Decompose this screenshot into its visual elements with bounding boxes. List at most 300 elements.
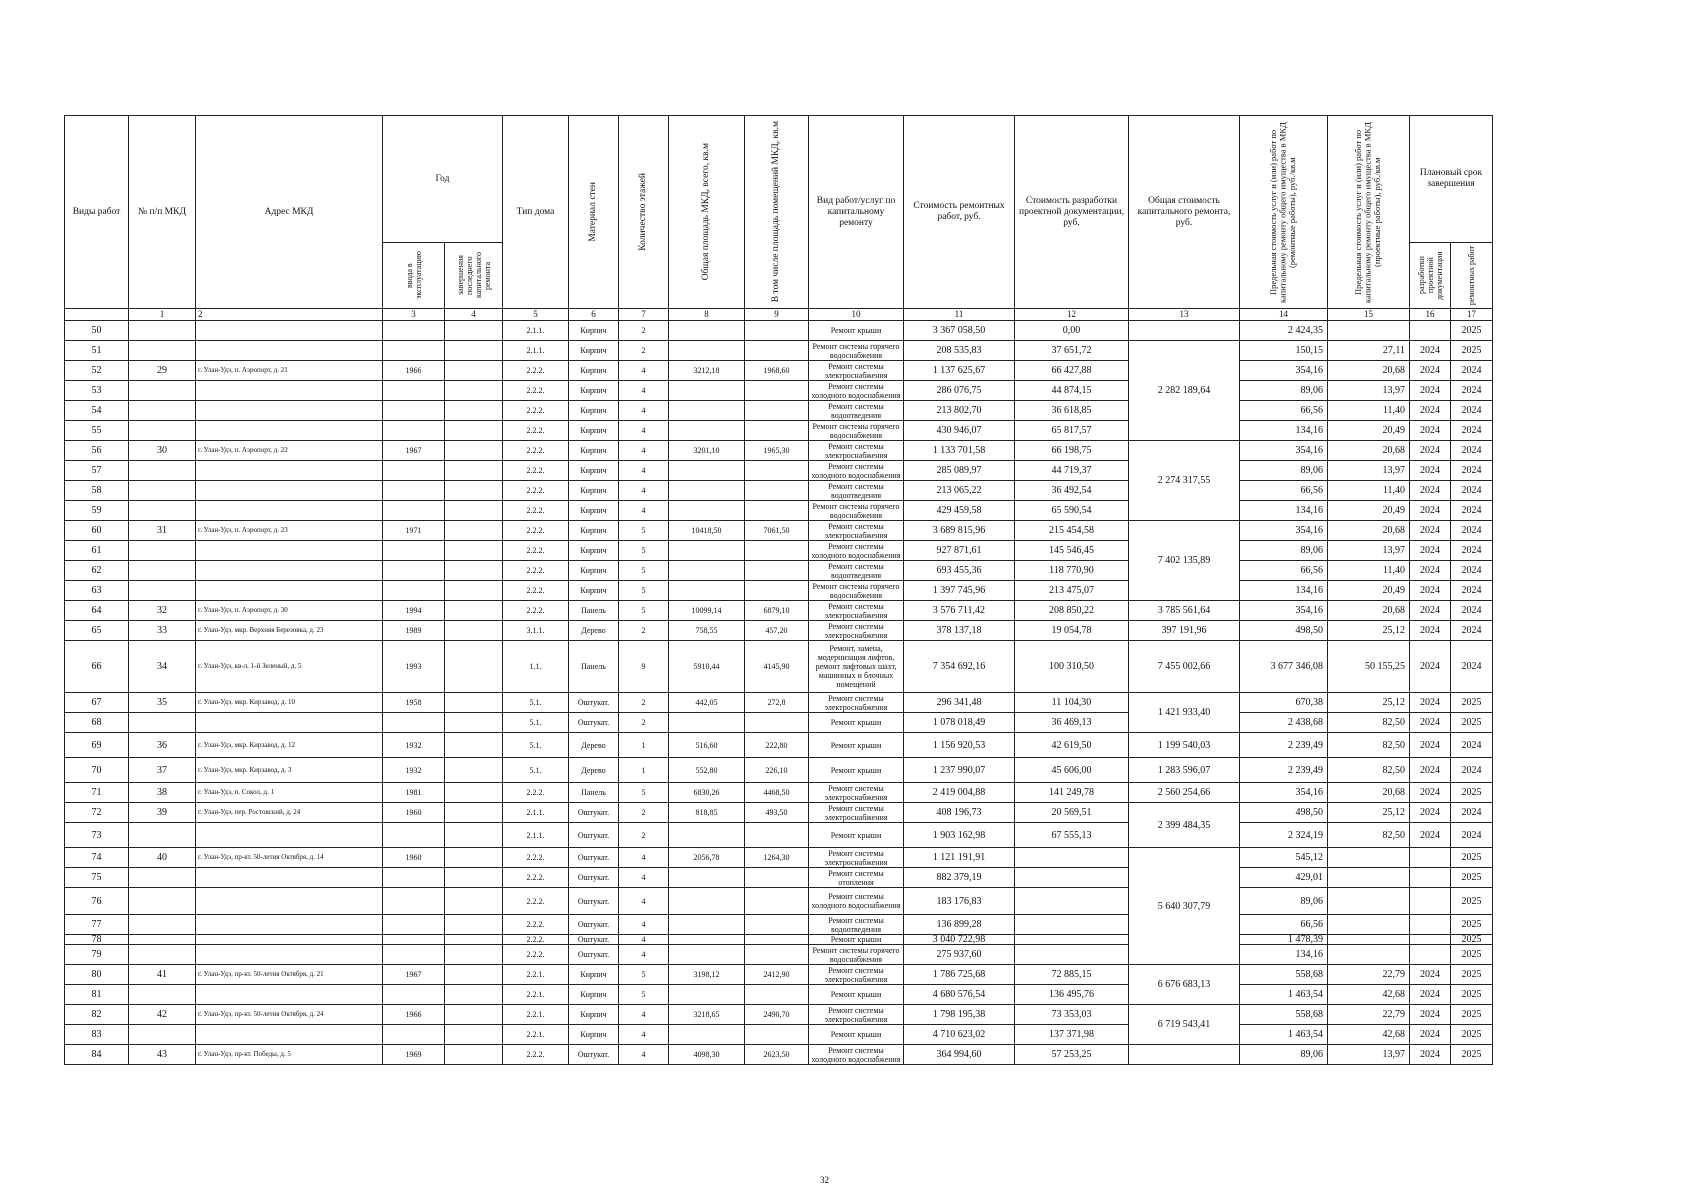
table-row [65,888,1493,915]
cell-limit-repair: 354,16 [1240,441,1328,461]
cell-design-cost: 137 371,98 [1015,1025,1129,1045]
cell-mkd-number [129,985,196,1005]
capital-repair-table [64,115,1493,1065]
cell-house-type: 2.2.2. [503,481,569,501]
cell-row-number: 70 [65,758,129,783]
cell-total-cost: 6 719 543,41 [1129,1005,1240,1045]
cell-limit-design [1328,935,1410,945]
cell-floors: 4 [619,501,669,521]
header-premises-area: В том числе площадь помещений МКД, кв.м [745,116,809,309]
cell-term-repair: 2024 [1451,461,1493,481]
cell-mkd-number [129,945,196,965]
cell-design-cost: 37 651,72 [1015,341,1129,361]
cell-house-type: 2.1.1. [503,803,569,823]
cell-year-last-repair [445,321,503,341]
cell-term-repair: 2025 [1451,935,1493,945]
cell-house-type: 5.1. [503,713,569,733]
cell-total-area [669,401,745,421]
cell-premises-area: 1965,30 [745,441,809,461]
cell-row-number: 50 [65,321,129,341]
table-row [65,848,1493,868]
cell-floors: 4 [619,888,669,915]
cell-address [196,868,383,888]
cell-row-number: 71 [65,783,129,803]
cell-total-area [669,341,745,361]
cell-total-area: 552,80 [669,758,745,783]
cell-wall-material: Кирпич [569,985,619,1005]
cell-limit-design: 13,97 [1328,381,1410,401]
cell-premises-area [745,888,809,915]
cell-limit-repair: 354,16 [1240,361,1328,381]
cell-limit-repair: 498,50 [1240,803,1328,823]
cell-limit-design: 13,97 [1328,461,1410,481]
cell-row-number: 72 [65,803,129,823]
cell-limit-design: 11,40 [1328,401,1410,421]
header-total-area: Общая площадь МКД, всего, кв.м [669,116,745,309]
cell-floors: 1 [619,733,669,758]
cell-mkd-number [129,1025,196,1045]
cell-house-type: 5.1. [503,693,569,713]
cell-term-design [1410,888,1451,915]
cell-year-last-repair [445,421,503,441]
column-number: 2 [196,309,383,321]
cell-term-repair: 2024 [1451,823,1493,848]
cell-premises-area: 7061,50 [745,521,809,541]
cell-year-commission: 1993 [383,641,445,693]
cell-floors: 5 [619,541,669,561]
cell-total-area [669,481,745,501]
cell-row-number: 59 [65,501,129,521]
cell-total-area [669,461,745,481]
cell-row-number: 64 [65,601,129,621]
cell-work-kind: Ремонт системы электроснабжения [809,693,904,713]
cell-total-cost: 3 785 561,64 [1129,601,1240,621]
table-row [65,758,1493,783]
cell-limit-repair: 66,56 [1240,401,1328,421]
cell-term-design: 2024 [1410,501,1451,521]
cell-floors: 5 [619,601,669,621]
cell-term-repair: 2024 [1451,521,1493,541]
cell-limit-repair: 134,16 [1240,581,1328,601]
cell-wall-material: Дерево [569,733,619,758]
cell-term-design: 2024 [1410,965,1451,985]
cell-term-repair: 2024 [1451,361,1493,381]
cell-repair-cost: 275 937,60 [904,945,1015,965]
header-wall-material: Материал стен [569,116,619,309]
cell-design-cost: 215 454,58 [1015,521,1129,541]
cell-year-last-repair [445,601,503,621]
cell-work-kind: Ремонт системы электроснабжения [809,783,904,803]
cell-design-cost [1015,848,1129,868]
cell-wall-material: Оштукат. [569,848,619,868]
cell-term-repair: 2024 [1451,733,1493,758]
cell-premises-area [745,501,809,521]
cell-address [196,1025,383,1045]
cell-term-repair: 2025 [1451,848,1493,868]
cell-term-design [1410,321,1451,341]
cell-premises-area [745,381,809,401]
cell-address [196,321,383,341]
cell-work-kind: Ремонт крыши [809,733,904,758]
cell-premises-area: 2490,70 [745,1005,809,1025]
cell-premises-area [745,341,809,361]
cell-year-commission [383,945,445,965]
cell-repair-cost: 1 133 701,58 [904,441,1015,461]
cell-limit-design [1328,888,1410,915]
cell-work-kind: Ремонт системы водоотведения [809,915,904,935]
column-number: 4 [445,309,503,321]
cell-design-cost: 66 198,75 [1015,441,1129,461]
header-repair-cost: Стоимость ремонтных работ, руб. [904,116,1015,309]
cell-address [196,541,383,561]
cell-address [196,561,383,581]
cell-limit-repair: 2 239,49 [1240,733,1328,758]
cell-work-kind: Ремонт системы водоотведения [809,401,904,421]
cell-term-design: 2024 [1410,601,1451,621]
cell-total-area: 10418,50 [669,521,745,541]
cell-floors: 4 [619,361,669,381]
cell-total-cost: 7 455 002,66 [1129,641,1240,693]
column-number: 8 [669,309,745,321]
cell-year-commission: 1960 [383,803,445,823]
cell-design-cost: 11 104,30 [1015,693,1129,713]
cell-term-design: 2024 [1410,381,1451,401]
cell-design-cost: 44 874,15 [1015,381,1129,401]
cell-house-type: 2.1.1. [503,341,569,361]
header-work-kind: Вид работ/услуг по капитальному ремонту [809,116,904,309]
cell-premises-area [745,321,809,341]
cell-year-last-repair [445,803,503,823]
cell-term-design: 2024 [1410,823,1451,848]
cell-repair-cost: 1 137 625,67 [904,361,1015,381]
header-work-type: Виды работ [65,116,129,309]
cell-year-commission [383,321,445,341]
cell-design-cost: 36 492,54 [1015,481,1129,501]
cell-term-design: 2024 [1410,713,1451,733]
cell-row-number: 53 [65,381,129,401]
cell-repair-cost: 208 535,83 [904,341,1015,361]
cell-year-last-repair [445,541,503,561]
cell-year-commission [383,915,445,935]
cell-term-repair: 2025 [1451,341,1493,361]
cell-premises-area [745,868,809,888]
table-row [65,693,1493,713]
cell-wall-material: Кирпич [569,381,619,401]
cell-year-commission: 1966 [383,361,445,381]
cell-address [196,461,383,481]
cell-term-repair: 2024 [1451,441,1493,461]
cell-year-last-repair [445,868,503,888]
cell-term-design: 2024 [1410,1005,1451,1025]
cell-design-cost: 57 253,25 [1015,1045,1129,1065]
cell-total-cost: 397 191,96 [1129,621,1240,641]
cell-wall-material: Оштукат. [569,823,619,848]
table-row [65,621,1493,641]
cell-wall-material: Кирпич [569,461,619,481]
cell-work-kind: Ремонт системы холодного водоснабжения [809,1045,904,1065]
cell-design-cost: 44 719,37 [1015,461,1129,481]
cell-limit-repair: 498,50 [1240,621,1328,641]
cell-term-repair: 2025 [1451,985,1493,1005]
table-row [65,823,1493,848]
cell-premises-area [745,823,809,848]
cell-premises-area [745,461,809,481]
cell-wall-material: Панель [569,601,619,621]
table-row [65,521,1493,541]
table-row [65,321,1493,341]
cell-limit-design: 22,79 [1328,1005,1410,1025]
cell-wall-material: Кирпич [569,341,619,361]
column-number: 10 [809,309,904,321]
cell-row-number: 66 [65,641,129,693]
cell-year-commission: 1960 [383,848,445,868]
cell-floors: 4 [619,1025,669,1045]
cell-work-kind: Ремонт системы электроснабжения [809,521,904,541]
cell-limit-design [1328,848,1410,868]
cell-limit-repair: 670,38 [1240,693,1328,713]
cell-mkd-number [129,541,196,561]
cell-total-area [669,581,745,601]
cell-year-last-repair [445,1025,503,1045]
cell-year-last-repair [445,848,503,868]
table-row [65,341,1493,361]
cell-floors: 5 [619,783,669,803]
cell-work-kind: Ремонт системы электроснабжения [809,965,904,985]
cell-wall-material: Оштукат. [569,1045,619,1065]
cell-design-cost: 45 606,00 [1015,758,1129,783]
table-row [65,561,1493,581]
cell-limit-design: 11,40 [1328,481,1410,501]
cell-limit-repair: 1 463,54 [1240,1025,1328,1045]
cell-wall-material: Оштукат. [569,888,619,915]
cell-work-kind: Ремонт системы электроснабжения [809,621,904,641]
cell-floors: 9 [619,641,669,693]
table [64,115,1493,1065]
table-row [65,945,1493,965]
cell-premises-area [745,713,809,733]
cell-address [196,823,383,848]
cell-floors: 5 [619,581,669,601]
cell-total-cost: 1 199 540,03 [1129,733,1240,758]
cell-term-repair: 2024 [1451,541,1493,561]
cell-total-area [669,823,745,848]
cell-address [196,581,383,601]
cell-year-commission [383,421,445,441]
cell-floors: 2 [619,621,669,641]
cell-wall-material: Панель [569,641,619,693]
cell-design-cost [1015,945,1129,965]
cell-premises-area [745,985,809,1005]
cell-floors: 5 [619,521,669,541]
cell-term-design: 2024 [1410,985,1451,1005]
cell-year-last-repair [445,621,503,641]
cell-house-type: 2.2.1. [503,1005,569,1025]
cell-year-last-repair [445,823,503,848]
cell-year-commission: 1969 [383,1045,445,1065]
cell-mkd-number: 30 [129,441,196,461]
cell-wall-material: Дерево [569,621,619,641]
cell-design-cost: 136 495,76 [1015,985,1129,1005]
cell-limit-repair: 66,56 [1240,561,1328,581]
cell-year-commission: 1971 [383,521,445,541]
cell-mkd-number: 43 [129,1045,196,1065]
cell-total-cost: 1 421 933,40 [1129,693,1240,733]
cell-floors: 2 [619,321,669,341]
cell-limit-repair: 3 677 346,08 [1240,641,1328,693]
cell-mkd-number: 34 [129,641,196,693]
cell-address: г. Улан-Удэ, пер. Ростовский, д. 24 [196,803,383,823]
cell-wall-material: Кирпич [569,481,619,501]
cell-design-cost: 118 770,90 [1015,561,1129,581]
cell-mkd-number: 42 [129,1005,196,1025]
cell-wall-material: Кирпич [569,521,619,541]
cell-house-type: 2.2.2. [503,461,569,481]
cell-house-type: 2.2.2. [503,868,569,888]
cell-limit-design: 25,12 [1328,803,1410,823]
cell-work-kind: Ремонт крыши [809,713,904,733]
cell-year-commission [383,581,445,601]
cell-limit-design [1328,321,1410,341]
cell-total-area [669,421,745,441]
cell-house-type: 2.2.2. [503,441,569,461]
cell-term-design: 2024 [1410,581,1451,601]
cell-house-type: 2.2.2. [503,945,569,965]
cell-total-area [669,501,745,521]
cell-mkd-number: 38 [129,783,196,803]
cell-total-area [669,541,745,561]
cell-term-design: 2024 [1410,361,1451,381]
cell-term-design: 2024 [1410,421,1451,441]
cell-year-commission [383,868,445,888]
column-number: 13 [1129,309,1240,321]
cell-year-last-repair [445,985,503,1005]
cell-row-number: 52 [65,361,129,381]
cell-premises-area: 2623,50 [745,1045,809,1065]
cell-address [196,381,383,401]
cell-term-repair: 2025 [1451,868,1493,888]
cell-row-number: 58 [65,481,129,501]
cell-total-area [669,713,745,733]
cell-house-type: 2.2.2. [503,783,569,803]
cell-design-cost: 145 546,45 [1015,541,1129,561]
cell-repair-cost: 1 156 920,53 [904,733,1015,758]
cell-year-last-repair [445,561,503,581]
cell-address: г. Улан-Удэ, мкр. Кирзавод, д. 10 [196,693,383,713]
cell-address [196,985,383,1005]
cell-house-type: 2.2.2. [503,848,569,868]
cell-total-area [669,985,745,1005]
cell-mkd-number: 36 [129,733,196,758]
cell-mkd-number [129,461,196,481]
cell-year-last-repair [445,441,503,461]
column-number: 1 [129,309,196,321]
cell-term-repair: 2024 [1451,581,1493,601]
cell-premises-area: 2412,90 [745,965,809,985]
cell-year-last-repair [445,945,503,965]
cell-mkd-number [129,341,196,361]
cell-term-design: 2024 [1410,758,1451,783]
cell-premises-area [745,401,809,421]
cell-work-kind: Ремонт системы холодного водоснабжения [809,541,904,561]
cell-total-area [669,888,745,915]
cell-design-cost: 20 569,51 [1015,803,1129,823]
cell-address: г. Улан-Удэ, пр-кт. 50-летия Октября, д. 21 [196,965,383,985]
cell-mkd-number: 41 [129,965,196,985]
cell-floors: 1 [619,758,669,783]
cell-work-kind: Ремонт крыши [809,321,904,341]
cell-year-commission [383,501,445,521]
cell-total-area: 818,85 [669,803,745,823]
cell-row-number: 73 [65,823,129,848]
cell-row-number: 68 [65,713,129,733]
table-row [65,641,1493,693]
cell-total-area [669,945,745,965]
cell-limit-design: 20,68 [1328,601,1410,621]
cell-house-type: 2.2.1. [503,965,569,985]
cell-limit-repair: 150,15 [1240,341,1328,361]
cell-work-kind: Ремонт системы отопления [809,868,904,888]
cell-row-number: 77 [65,915,129,935]
cell-floors: 2 [619,803,669,823]
cell-year-last-repair [445,1045,503,1065]
cell-house-type: 2.2.2. [503,361,569,381]
cell-work-kind: Ремонт системы электроснабжения [809,803,904,823]
cell-term-design [1410,935,1451,945]
cell-wall-material: Дерево [569,758,619,783]
cell-repair-cost: 1 237 990,07 [904,758,1015,783]
cell-repair-cost: 378 137,18 [904,621,1015,641]
cell-row-number: 80 [65,965,129,985]
cell-mkd-number: 33 [129,621,196,641]
cell-house-type: 2.2.2. [503,541,569,561]
cell-mkd-number: 31 [129,521,196,541]
cell-term-repair: 2025 [1451,1045,1493,1065]
header-design-cost: Стоимость разработки проектной документации, руб. [1015,116,1129,309]
cell-wall-material: Кирпич [569,581,619,601]
cell-limit-repair: 354,16 [1240,601,1328,621]
cell-house-type: 2.2.2. [503,401,569,421]
cell-house-type: 5.1. [503,758,569,783]
cell-repair-cost: 2 419 004,88 [904,783,1015,803]
cell-premises-area [745,421,809,441]
cell-work-kind: Ремонт системы горячего водоснабжения [809,421,904,441]
cell-wall-material: Кирпич [569,361,619,381]
cell-limit-repair: 354,16 [1240,521,1328,541]
cell-limit-design: 42,68 [1328,1025,1410,1045]
cell-design-cost [1015,935,1129,945]
column-number: 6 [569,309,619,321]
cell-address: г. Улан-Удэ, пр-кт. 50-летия Октября, д. 24 [196,1005,383,1025]
cell-mkd-number [129,421,196,441]
cell-term-repair: 2024 [1451,421,1493,441]
cell-total-area: 758,55 [669,621,745,641]
column-number-row [65,309,1493,321]
cell-row-number: 81 [65,985,129,1005]
cell-term-repair: 2025 [1451,713,1493,733]
cell-term-repair: 2025 [1451,965,1493,985]
cell-total-cost [1129,1045,1240,1065]
cell-address: г. Улан-Удэ, мкр. Верхняя Березовка, д. 23 [196,621,383,641]
cell-floors: 5 [619,965,669,985]
cell-term-design: 2024 [1410,641,1451,693]
table-row [65,581,1493,601]
cell-mkd-number [129,321,196,341]
column-number: 9 [745,309,809,321]
cell-repair-cost: 183 176,83 [904,888,1015,915]
cell-year-commission [383,401,445,421]
cell-house-type: 2.2.2. [503,915,569,935]
cell-row-number: 83 [65,1025,129,1045]
